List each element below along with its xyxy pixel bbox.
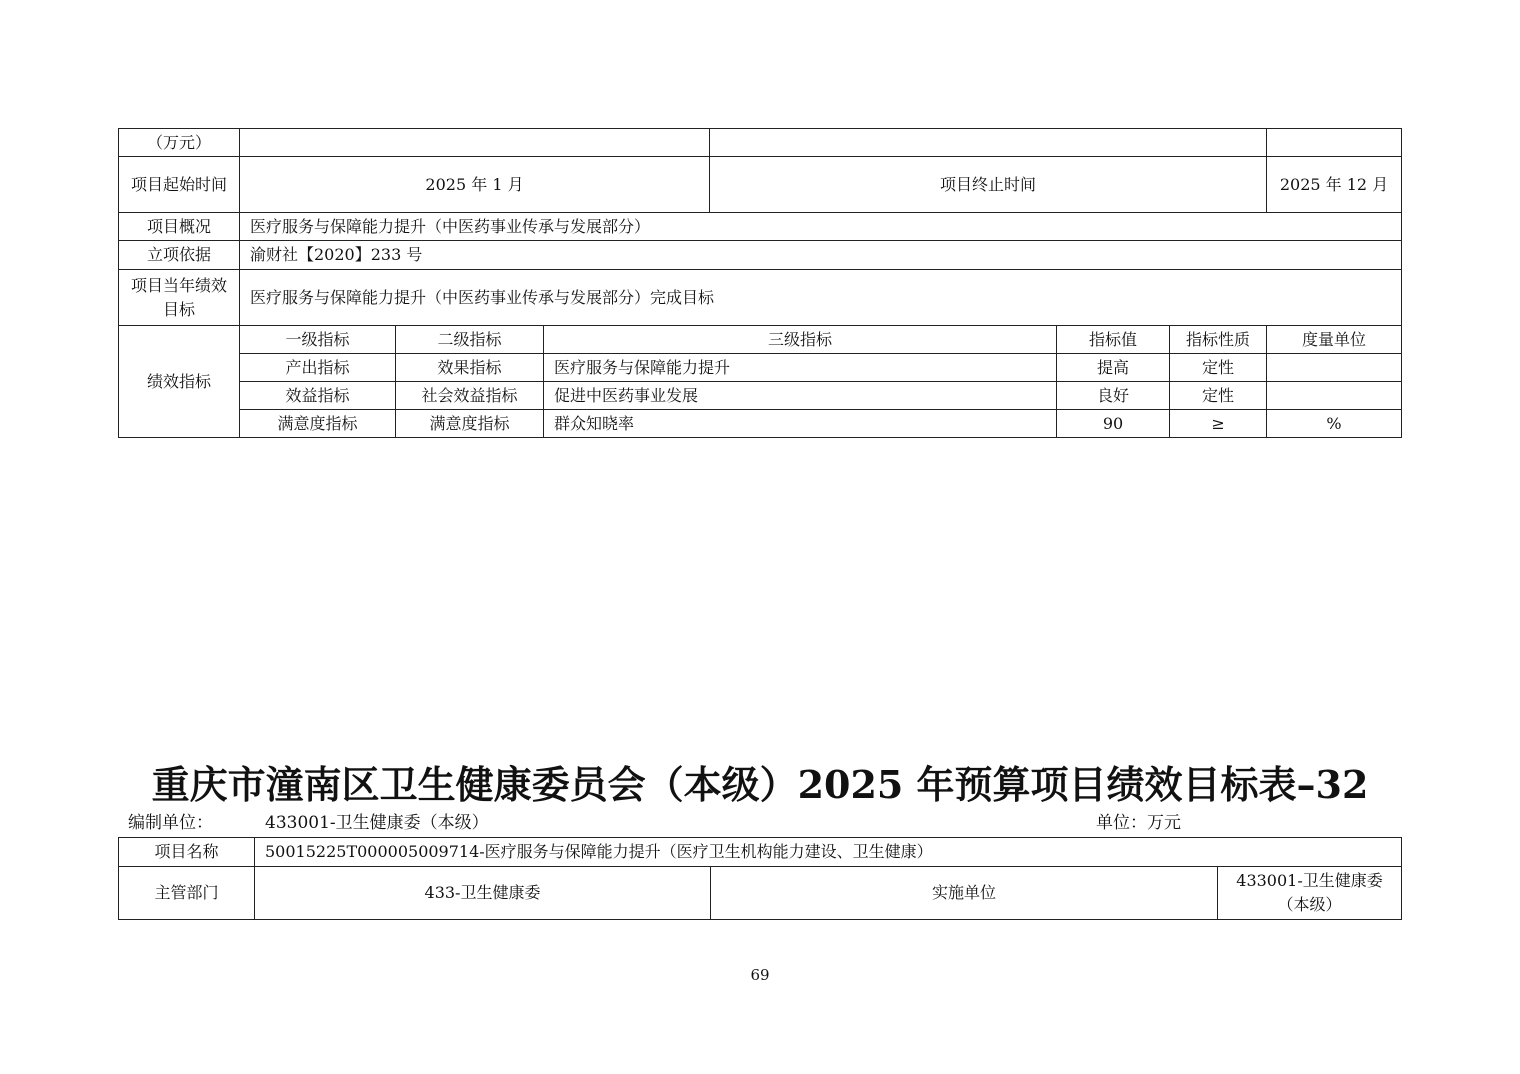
indicator-nature: 定性 <box>1170 382 1267 410</box>
table-row <box>119 354 1402 382</box>
indicator-nature: 定性 <box>1170 354 1267 382</box>
indicator-unit <box>1267 354 1402 382</box>
goal-value: 医疗服务与保障能力提升（中医药事业传承与发展部分）完成目标 <box>240 270 1402 326</box>
end-time-value: 2025 年 12 月 <box>1267 157 1402 213</box>
indicator-unit: % <box>1267 410 1402 438</box>
goal-label: 项目当年绩效目标 <box>119 270 240 326</box>
header-level2: 二级指标 <box>396 326 544 354</box>
indicator-value: 提高 <box>1057 354 1170 382</box>
indicator-level3: 群众知晓率 <box>544 410 1057 438</box>
indicator-level3: 医疗服务与保障能力提升 <box>544 354 1057 382</box>
table-row <box>119 382 1402 410</box>
header-unit: 度量单位 <box>1267 326 1402 354</box>
end-time-label: 项目终止时间 <box>710 157 1267 213</box>
overview-label: 项目概况 <box>119 213 240 241</box>
document-title: 重庆市潼南区卫生健康委员会（本级）2025 年预算项目绩效目标表–32 <box>151 762 1369 807</box>
indicator-value: 良好 <box>1057 382 1170 410</box>
project-name-label: 项目名称 <box>119 838 255 867</box>
indicator-value: 90 <box>1057 410 1170 438</box>
header-level1: 一级指标 <box>240 326 396 354</box>
indicator-nature: ≥ <box>1170 410 1267 438</box>
performance-table-continued <box>118 128 1402 438</box>
indicator-level2: 满意度指标 <box>396 410 544 438</box>
start-time-value: 2025 年 1 月 <box>240 157 710 213</box>
overview-value: 医疗服务与保障能力提升（中医药事业传承与发展部分） <box>240 213 1402 241</box>
indicator-level1: 满意度指标 <box>240 410 396 438</box>
indicator-level3: 促进中医药事业发展 <box>544 382 1057 410</box>
basis-label: 立项依据 <box>119 241 240 270</box>
prepared-by-value: 433001-卫生健康委（本级） <box>265 813 489 833</box>
page-number: 69 <box>750 966 770 984</box>
indicator-level2: 社会效益指标 <box>396 382 544 410</box>
indicator-level1: 产出指标 <box>240 354 396 382</box>
impl-value: 433001-卫生健康委（本级） <box>1218 867 1402 920</box>
start-time-label: 项目起始时间 <box>119 157 240 213</box>
basis-value: 渝财社【2020】233 号 <box>240 241 1402 270</box>
currency-unit: 单位：万元 <box>1096 813 1181 833</box>
impl-label: 实施单位 <box>711 867 1218 920</box>
project-name-value: 50015225T000005009714-医疗服务与保障能力提升（医疗卫生机构能力建设、卫生健康） <box>255 838 1402 867</box>
empty-cell <box>1267 129 1402 157</box>
indicator-level1: 效益指标 <box>240 382 396 410</box>
table-row <box>119 410 1402 438</box>
indicators-label: 绩效指标 <box>119 326 240 438</box>
header-value: 指标值 <box>1057 326 1170 354</box>
dept-label: 主管部门 <box>119 867 255 920</box>
dept-value: 433-卫生健康委 <box>255 867 711 920</box>
empty-cell <box>710 129 1267 157</box>
header-nature: 指标性质 <box>1170 326 1267 354</box>
header-level3: 三级指标 <box>544 326 1057 354</box>
indicator-level2: 效果指标 <box>396 354 544 382</box>
empty-cell <box>240 129 710 157</box>
unit-label-cell: （万元） <box>119 129 240 157</box>
prepared-by-label: 编制单位： <box>128 813 213 833</box>
indicator-unit <box>1267 382 1402 410</box>
project-info-table <box>118 837 1402 920</box>
